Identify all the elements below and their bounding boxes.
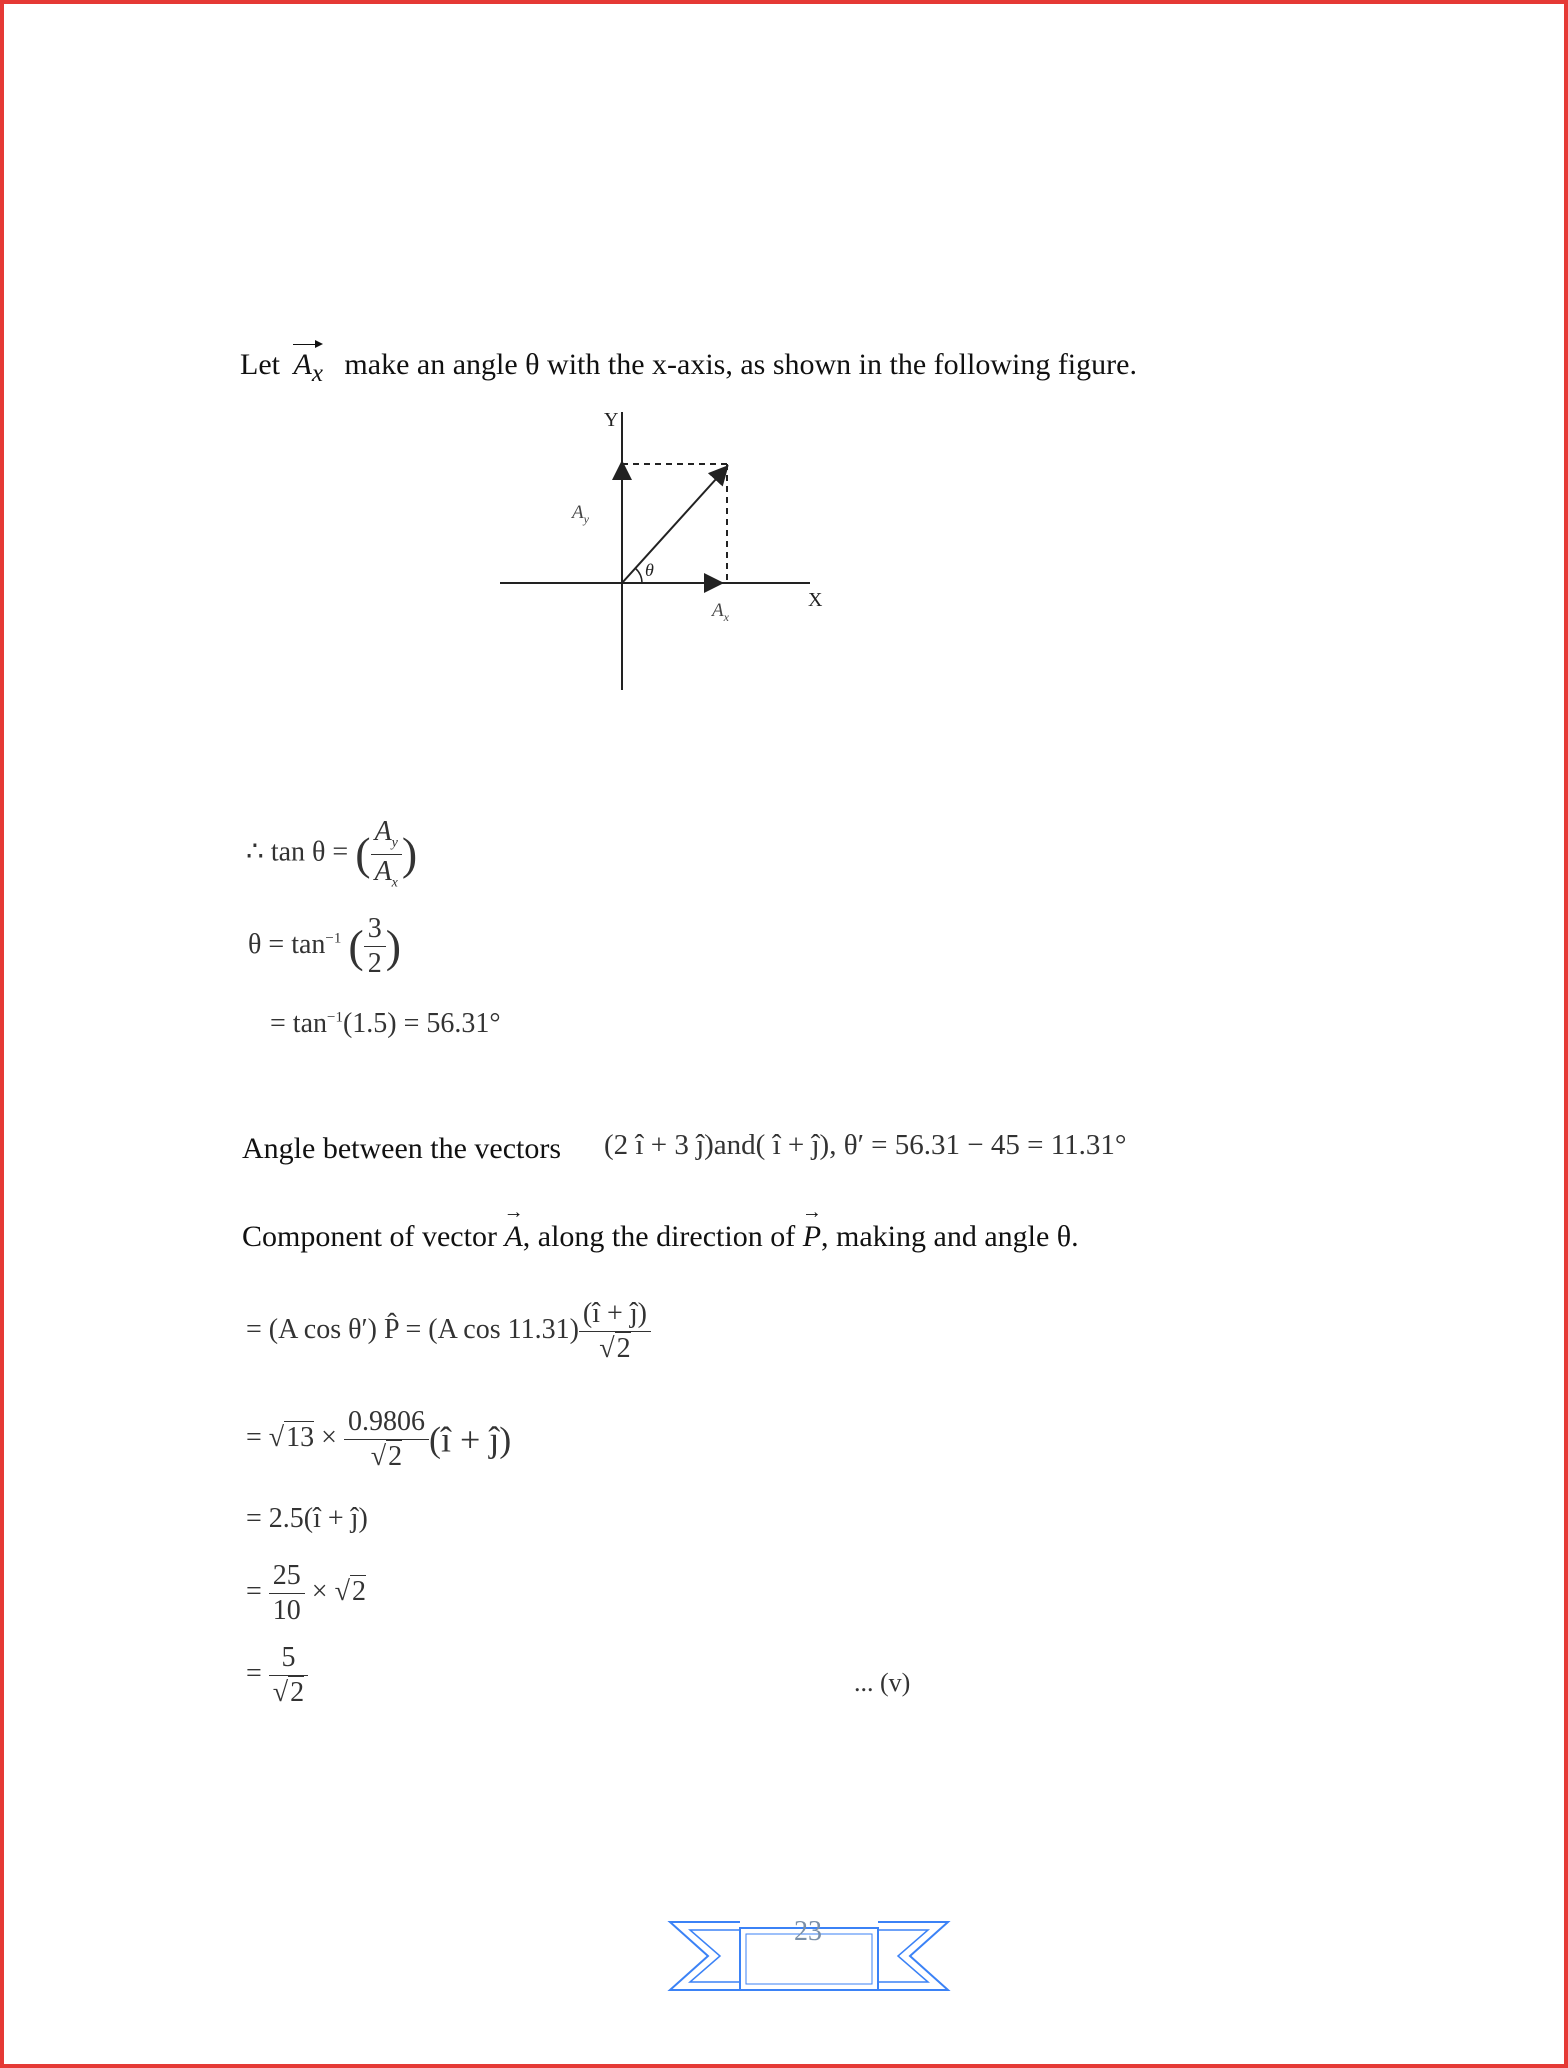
- intro-rest: make an angle θ with the x-axis, as shown in the following figure.: [344, 348, 1137, 381]
- s2-num: 0.9806: [344, 1408, 429, 1440]
- eq3-rest: (1.5) = 56.31°: [342, 1008, 501, 1039]
- ay-label: [570, 502, 590, 526]
- s4-fraction: [269, 1562, 305, 1625]
- s1-lhs: = (A cos θ′) P̂ = (A cos 11.31): [246, 1313, 579, 1345]
- s1-fraction: [579, 1300, 651, 1363]
- step-3: = 2.5(î + ĵ): [246, 1503, 368, 1534]
- theta-label: θ: [645, 560, 654, 580]
- eq2-lhs: θ = tan: [248, 928, 326, 960]
- eq-tan-theta: [246, 818, 417, 890]
- step-1: [246, 1300, 651, 1363]
- vector-figure: [490, 400, 850, 700]
- eq2-lparen: (: [348, 920, 364, 972]
- component-line: [242, 1222, 1079, 1252]
- s5-den: √2: [272, 1677, 305, 1708]
- step-4: = $\frac{25}{10}$ × √2: [246, 1560, 366, 1626]
- eq3-lhs: = tan: [270, 1008, 327, 1039]
- x-label: X: [808, 589, 823, 611]
- s2-lhs: =: [246, 1421, 269, 1453]
- ax-label-letter: A: [712, 600, 724, 621]
- ax-label: [710, 600, 730, 624]
- badge-left-ribbon: [670, 1922, 740, 1990]
- eq1-den-sub: x: [391, 875, 398, 891]
- ay-label-sub: y: [583, 512, 589, 526]
- s4-lhs: =: [246, 1575, 262, 1607]
- ay-label-letter: A: [572, 502, 584, 523]
- eq3-sup: −1: [327, 1009, 343, 1026]
- vector-a: → A: [504, 1222, 522, 1252]
- s2-den: √2: [370, 1441, 403, 1472]
- badge-right-ribbon: [878, 1922, 948, 1990]
- eq1-num-sub: y: [391, 835, 398, 851]
- eq2-fraction: [364, 915, 386, 978]
- resultant-arrow: [622, 468, 726, 583]
- s2-rest: (î + ĵ): [428, 1419, 512, 1460]
- s5-lhs: =: [246, 1657, 262, 1689]
- badge-right-ribbon-inner: [878, 1930, 928, 1982]
- eq1-lparen: (: [355, 828, 371, 880]
- eq1-rparen: ): [401, 828, 418, 880]
- component-p1: Component of vector: [242, 1220, 497, 1253]
- eq-theta-inverse: [248, 915, 401, 978]
- y-label: Y: [604, 409, 619, 431]
- s1-num: (î + ĵ): [579, 1300, 651, 1332]
- step-2: = √13 × $\frac{0.9806}{√2}$ (î + ĵ): [246, 1406, 512, 1472]
- angle-line-expr: (2 î + 3 ĵ)and( î + ĵ), θ′ = 56.31 − 45 = 11.31°: [604, 1129, 1127, 1161]
- s2-radicand: 13: [286, 1421, 315, 1453]
- angle-line-text: Angle between the vectors: [242, 1132, 562, 1165]
- eq1-fraction: [371, 818, 402, 890]
- eq1-num: A: [374, 816, 392, 847]
- vector-ax-letter: A: [293, 348, 312, 381]
- page-number: 23: [794, 1916, 822, 1947]
- s4-radicand: 2: [351, 1575, 366, 1607]
- intro-let: Let: [240, 348, 280, 381]
- s5-den-radicand: 2: [290, 1677, 305, 1708]
- s2-fraction: [344, 1408, 429, 1471]
- eq2-num: 3: [364, 915, 386, 947]
- eq-theta-value: [270, 1010, 501, 1038]
- component-p2: , along the direction of: [522, 1220, 796, 1253]
- eq1-lhs: ∴ tan θ =: [246, 836, 349, 868]
- s2-times: ×: [314, 1421, 344, 1453]
- component-p3: , making and angle θ.: [821, 1220, 1079, 1253]
- eq2-sup: −1: [325, 930, 342, 947]
- badge-left-ribbon-inner: [690, 1930, 740, 1982]
- s2-den-radicand: 2: [388, 1441, 403, 1472]
- vector-p: → P: [803, 1222, 821, 1252]
- theta-arc: [635, 568, 642, 583]
- eq2-rparen: ): [385, 920, 402, 972]
- s4-num: 25: [269, 1562, 305, 1594]
- vector-ax-sub: x: [311, 360, 323, 387]
- vector-ax: [293, 350, 322, 386]
- ax-label-sub: x: [723, 610, 729, 624]
- equation-tag: ... (v): [854, 1668, 911, 1697]
- eq1-den: A: [374, 855, 392, 887]
- s5-num: 5: [269, 1644, 308, 1676]
- s4-rest: ×: [304, 1575, 335, 1607]
- eq2-den: 2: [367, 948, 382, 979]
- intro-line: [240, 350, 1137, 386]
- s1-den: √2: [599, 1333, 631, 1364]
- s1-den-radicand: 2: [616, 1333, 631, 1364]
- s4-den: 10: [272, 1595, 301, 1626]
- step-5: [246, 1644, 308, 1707]
- s5-fraction: [269, 1644, 308, 1707]
